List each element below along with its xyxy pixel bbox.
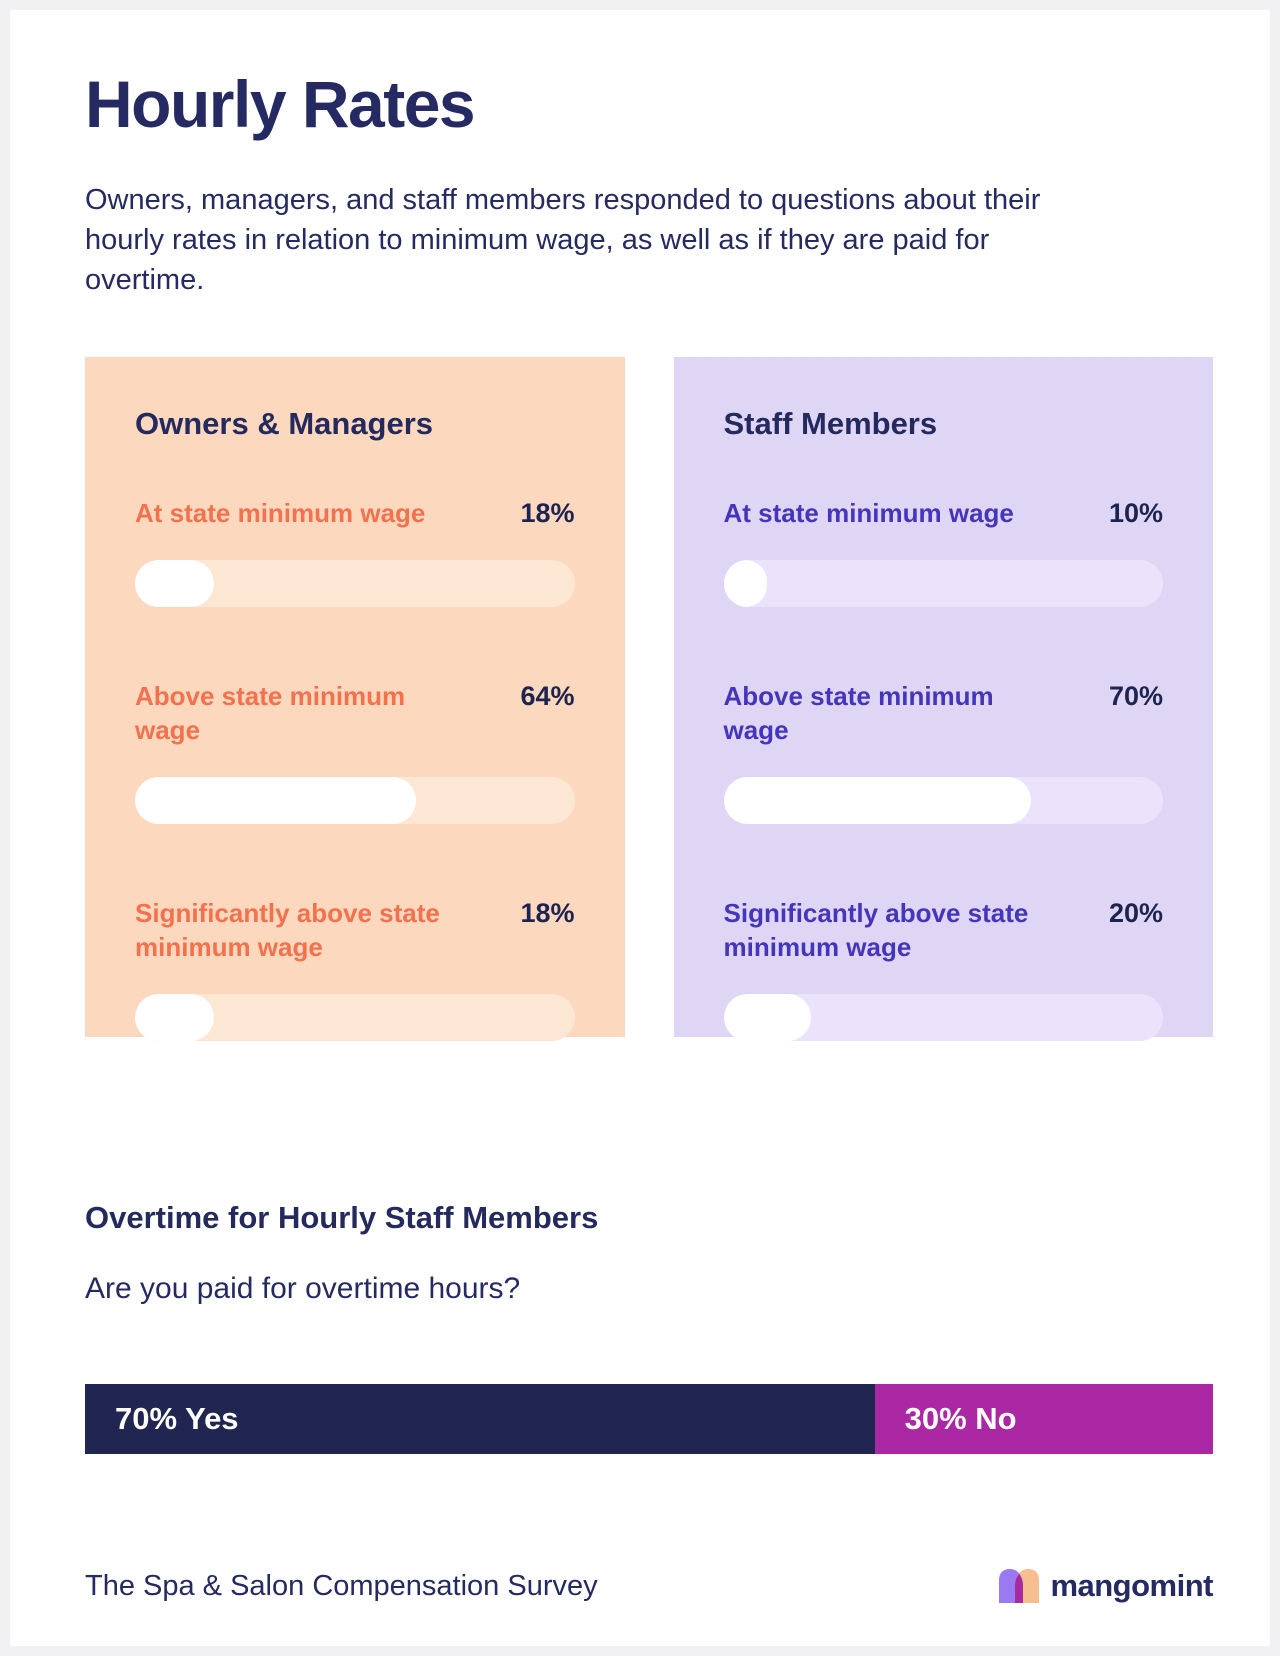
mangomint-logo-icon [999,1569,1039,1603]
stat-label: At state minimum wage [723,498,1014,528]
stat-label: Above state minimum wage [135,681,406,745]
stat-value: 64% [520,681,575,711]
progress-fill [135,560,214,607]
panel-title: Staff Members [723,406,938,441]
owners-managers-panel [85,357,625,1037]
stat-row [135,679,575,824]
mangomint-wordmark: mangomint [1050,1568,1213,1603]
progress-track [724,560,1164,607]
stat-row [724,679,1164,824]
survey-name: The Spa & Salon Compensation Survey [85,1569,598,1602]
progress-fill [724,560,768,607]
progress-track [135,777,575,824]
yes-label: 70% Yes [115,1401,239,1436]
progress-fill [135,777,416,824]
progress-track [135,560,575,607]
stat-row [135,896,575,1041]
footer [85,1562,1213,1610]
no-segment [875,1384,1213,1454]
rate-panels [85,357,1213,1037]
stat-value: 70% [1108,681,1163,711]
overtime-question: Are you paid for overtime hours? [85,1272,521,1305]
stat-row [135,496,575,607]
stat-value: 20% [1108,898,1163,928]
no-label: 30% No [904,1401,1017,1436]
progress-track [135,994,575,1041]
stat-value: 18% [520,498,575,528]
stat-label: Significantly above state minimum wage [135,898,440,962]
stat-label: At state minimum wage [135,498,426,528]
progress-fill [724,994,812,1041]
stat-value: 18% [520,898,575,928]
progress-fill [724,777,1032,824]
stat-label: Above state minimum wage [723,681,994,745]
page-title: Hourly Rates [85,67,475,141]
content-card [10,10,1270,1646]
overtime-bar [85,1384,1213,1454]
overtime-heading: Overtime for Hourly Staff Members [85,1200,599,1235]
panel-title: Owners & Managers [135,406,434,441]
stat-row [724,896,1164,1041]
stat-row [724,496,1164,607]
progress-fill [135,994,214,1041]
mangomint-logo [999,1568,1213,1604]
progress-track [724,777,1164,824]
stat-value: 10% [1108,498,1163,528]
intro-text: Owners, managers, and staff members responded to questions about their hourly rates in relation to minimum wage, as well as if they are paid for overtime. [85,184,1041,296]
staff-members-panel [674,357,1214,1037]
progress-track [724,994,1164,1041]
yes-segment [85,1384,875,1454]
stat-label: Significantly above state minimum wage [723,898,1029,962]
